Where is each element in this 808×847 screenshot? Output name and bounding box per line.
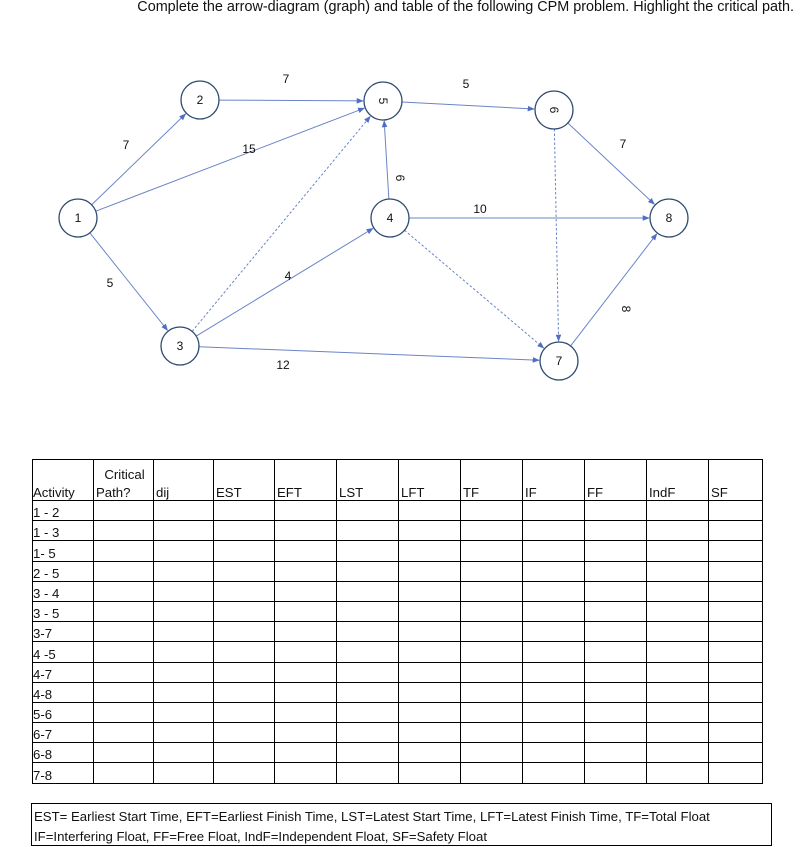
node-label: 2 [196,93,204,107]
cpm-table [32,459,763,784]
answer-cell[interactable] [709,561,763,581]
answer-cell[interactable] [461,662,523,682]
edge-4-7-dummy [405,230,544,348]
answer-cell[interactable] [399,662,461,682]
node-label: 3 [176,339,184,353]
answer-cell[interactable] [337,541,399,561]
edge-duration-label: 7 [282,72,290,86]
answer-cell[interactable] [337,662,399,682]
answer-cell[interactable] [94,601,154,621]
answer-cell[interactable] [154,662,214,682]
answer-cell[interactable] [337,682,399,702]
table-row [33,723,763,743]
answer-cell[interactable] [154,561,214,581]
answer-cell[interactable] [154,743,214,763]
answer-cell[interactable] [585,622,647,642]
activity-cell: 4-8 [33,682,94,702]
answer-cell[interactable] [523,521,585,541]
header-tf: TF [461,460,523,501]
answer-cell[interactable] [94,763,154,783]
answer-cell[interactable] [647,601,709,621]
answer-cell[interactable] [709,601,763,621]
header-ff: FF [585,460,647,501]
answer-cell[interactable] [461,501,523,521]
answer-cell[interactable] [709,662,763,682]
answer-cell[interactable] [337,581,399,601]
edge-duration-label: 10 [473,202,487,216]
answer-cell[interactable] [647,521,709,541]
answer-cell[interactable] [275,743,337,763]
header-indf: IndF [647,460,709,501]
activity-cell: 1 - 3 [33,521,94,541]
answer-cell[interactable] [94,682,154,702]
table-row [33,501,763,521]
answer-cell[interactable] [337,702,399,722]
edge-duration-label: 12 [276,358,290,372]
legend-line-1: EST= Earliest Start Time, EFT=Earliest Finish Time, LST=Latest Start Time, LFT=Latest Finish Time, TF=Total Float [34,809,710,824]
answer-cell[interactable] [709,682,763,702]
table-row [33,601,763,621]
answer-cell[interactable] [461,581,523,601]
header-lst: LST [337,460,399,501]
table-row [33,662,763,682]
edge-1-5 [96,108,365,211]
answer-cell[interactable] [523,501,585,521]
header-if: IF [523,460,585,501]
answer-cell[interactable] [94,561,154,581]
node-label: 1 [74,211,82,225]
answer-cell[interactable] [94,743,154,763]
node-2 [181,81,219,119]
answer-cell[interactable] [523,682,585,702]
answer-cell[interactable] [275,702,337,722]
edge-duration-label: 15 [242,142,256,156]
answer-cell[interactable] [154,763,214,783]
edge-3-7 [199,347,539,360]
answer-cell[interactable] [337,622,399,642]
answer-cell[interactable] [94,622,154,642]
answer-cell[interactable] [94,702,154,722]
answer-cell[interactable] [585,682,647,702]
answer-cell[interactable] [214,601,275,621]
answer-cell[interactable] [523,662,585,682]
activity-cell: 3-7 [33,622,94,642]
edge-3-5-dummy [192,116,370,331]
answer-cell[interactable] [399,501,461,521]
answer-cell[interactable] [214,521,275,541]
answer-cell[interactable] [337,601,399,621]
answer-cell[interactable] [585,581,647,601]
answer-cell[interactable] [709,501,763,521]
answer-cell[interactable] [214,581,275,601]
header-sf: SF [709,460,763,501]
activity-cell: 5-6 [33,702,94,722]
answer-cell[interactable] [275,541,337,561]
answer-cell[interactable] [523,642,585,662]
edge-1-2 [92,114,186,205]
answer-cell[interactable] [523,541,585,561]
answer-cell[interactable] [523,601,585,621]
answer-cell[interactable] [461,743,523,763]
answer-cell[interactable] [523,581,585,601]
table-row [33,561,763,581]
answer-cell[interactable] [647,682,709,702]
answer-cell[interactable] [709,622,763,642]
table-row [33,521,763,541]
answer-cell[interactable] [585,601,647,621]
edge-1-3 [90,233,168,330]
answer-cell[interactable] [275,662,337,682]
answer-cell[interactable] [214,622,275,642]
answer-cell[interactable] [709,642,763,662]
answer-cell[interactable] [337,561,399,581]
answer-cell[interactable] [647,581,709,601]
answer-cell[interactable] [585,501,647,521]
node-4 [371,199,409,237]
answer-cell[interactable] [94,541,154,561]
answer-cell[interactable] [647,662,709,682]
table-row [33,743,763,763]
answer-cell[interactable] [337,501,399,521]
table-row [33,541,763,561]
answer-cell[interactable] [214,501,275,521]
node-label: 7 [555,354,563,368]
answer-cell[interactable] [337,743,399,763]
answer-cell[interactable] [585,702,647,722]
abbreviation-legend [31,803,772,846]
header-lft: LFT [399,460,461,501]
answer-cell[interactable] [94,642,154,662]
answer-cell[interactable] [94,501,154,521]
answer-cell[interactable] [399,642,461,662]
answer-cell[interactable] [337,521,399,541]
table-row [33,763,763,783]
answer-cell[interactable] [399,601,461,621]
edge-duration-label: 7 [619,137,627,151]
answer-cell[interactable] [154,682,214,702]
table-row [33,622,763,642]
answer-cell[interactable] [399,561,461,581]
table-header-row [33,460,763,501]
answer-cell[interactable] [461,702,523,722]
node-label: 6 [547,106,561,114]
node-label: 8 [665,211,673,225]
answer-cell[interactable] [585,743,647,763]
answer-cell[interactable] [399,622,461,642]
answer-cell[interactable] [585,763,647,783]
answer-cell[interactable] [154,501,214,521]
node-1 [59,199,97,237]
answer-cell[interactable] [399,521,461,541]
answer-cell[interactable] [275,682,337,702]
activity-cell: 1 - 2 [33,501,94,521]
answer-cell[interactable] [709,723,763,743]
answer-cell[interactable] [585,521,647,541]
node-6 [535,91,573,129]
answer-cell[interactable] [461,561,523,581]
answer-cell[interactable] [214,561,275,581]
answer-cell[interactable] [647,723,709,743]
answer-cell[interactable] [214,763,275,783]
answer-cell[interactable] [523,702,585,722]
edge-duration-label: 4 [284,269,292,283]
answer-cell[interactable] [523,723,585,743]
answer-cell[interactable] [154,642,214,662]
activity-cell: 6-7 [33,723,94,743]
answer-cell[interactable] [94,662,154,682]
answer-cell[interactable] [275,723,337,743]
answer-cell[interactable] [154,723,214,743]
answer-cell[interactable] [275,581,337,601]
answer-cell[interactable] [154,581,214,601]
answer-cell[interactable] [399,682,461,702]
edge-duration-label: 5 [106,276,114,290]
answer-cell[interactable] [461,763,523,783]
node-5 [364,82,402,120]
answer-cell[interactable] [154,622,214,642]
answer-cell[interactable] [647,702,709,722]
answer-cell[interactable] [214,743,275,763]
edge-4-5 [384,121,389,199]
answer-cell[interactable] [647,561,709,581]
answer-cell[interactable] [585,561,647,581]
answer-cell[interactable] [154,521,214,541]
answer-cell[interactable] [523,561,585,581]
table-row [33,581,763,601]
answer-cell[interactable] [214,723,275,743]
answer-cell[interactable] [214,642,275,662]
answer-cell[interactable] [647,763,709,783]
answer-cell[interactable] [647,622,709,642]
answer-cell[interactable] [647,541,709,561]
edge-6-7-dummy [554,129,558,341]
activity-cell: 4-7 [33,662,94,682]
answer-cell[interactable] [214,541,275,561]
page-title: Complete the arrow-diagram (graph) and table of the following CPM problem. Highlight the critical path. [137,0,794,15]
answer-cell[interactable] [709,763,763,783]
answer-cell[interactable] [461,541,523,561]
answer-cell[interactable] [154,702,214,722]
answer-cell[interactable] [275,601,337,621]
table-row [33,702,763,722]
edge-duration-label: 7 [122,138,130,152]
edge-duration-label: 5 [462,77,470,91]
answer-cell[interactable] [461,601,523,621]
answer-cell[interactable] [275,642,337,662]
answer-cell[interactable] [214,662,275,682]
node-label: 4 [386,211,394,225]
answer-cell[interactable] [275,501,337,521]
answer-cell[interactable] [399,763,461,783]
answer-cell[interactable] [647,501,709,521]
answer-cell[interactable] [337,723,399,743]
answer-cell[interactable] [94,581,154,601]
activity-cell: 6-8 [33,743,94,763]
answer-cell[interactable] [154,541,214,561]
node-7 [540,342,578,380]
header-critical-path: Critical Path? [94,460,154,501]
answer-cell[interactable] [399,581,461,601]
answer-cell[interactable] [585,541,647,561]
answer-cell[interactable] [337,763,399,783]
answer-cell[interactable] [709,581,763,601]
edge-7-8 [571,234,657,346]
answer-cell[interactable] [523,743,585,763]
node-8 [650,199,688,237]
answer-cell[interactable] [154,601,214,621]
activity-cell: 4 -5 [33,642,94,662]
edge-duration-label: 8 [619,305,633,313]
edge-6-8 [568,123,655,204]
answer-cell[interactable] [214,702,275,722]
answer-cell[interactable] [461,521,523,541]
answer-cell[interactable] [523,763,585,783]
activity-cell: 2 - 5 [33,561,94,581]
header-activity: Activity [33,460,94,501]
header-est: EST [214,460,275,501]
answer-cell[interactable] [94,723,154,743]
table-row [33,642,763,662]
activity-cell: 7-8 [33,763,94,783]
table-row [33,682,763,702]
edge-2-5 [219,100,363,101]
activity-cell: 3 - 4 [33,581,94,601]
edge-5-6 [402,102,534,109]
node-3 [161,327,199,365]
header-eft: EFT [275,460,337,501]
answer-cell[interactable] [461,682,523,702]
answer-cell[interactable] [647,743,709,763]
answer-cell[interactable] [275,622,337,642]
node-label: 5 [376,97,390,105]
activity-cell: 1- 5 [33,541,94,561]
answer-cell[interactable] [399,702,461,722]
answer-cell[interactable] [709,541,763,561]
answer-cell[interactable] [461,723,523,743]
legend-line-2: IF=Interfering Float, FF=Free Float, IndF=Independent Float, SF=Safety Float [34,829,487,844]
arrow-diagram [0,0,808,400]
answer-cell[interactable] [275,561,337,581]
answer-cell[interactable] [585,642,647,662]
answer-cell[interactable] [585,662,647,682]
answer-cell[interactable] [399,743,461,763]
answer-cell[interactable] [461,642,523,662]
answer-cell[interactable] [94,521,154,541]
answer-cell[interactable] [399,723,461,743]
answer-cell[interactable] [399,541,461,561]
answer-cell[interactable] [709,702,763,722]
answer-cell[interactable] [709,521,763,541]
answer-cell[interactable] [275,521,337,541]
header-dij: dij [154,460,214,501]
answer-cell[interactable] [709,743,763,763]
answer-cell[interactable] [337,642,399,662]
activity-cell: 3 - 5 [33,601,94,621]
answer-cell[interactable] [275,763,337,783]
answer-cell[interactable] [647,642,709,662]
answer-cell[interactable] [214,682,275,702]
answer-cell[interactable] [585,723,647,743]
answer-cell[interactable] [461,622,523,642]
edge-duration-label: 6 [393,174,407,182]
answer-cell[interactable] [523,622,585,642]
